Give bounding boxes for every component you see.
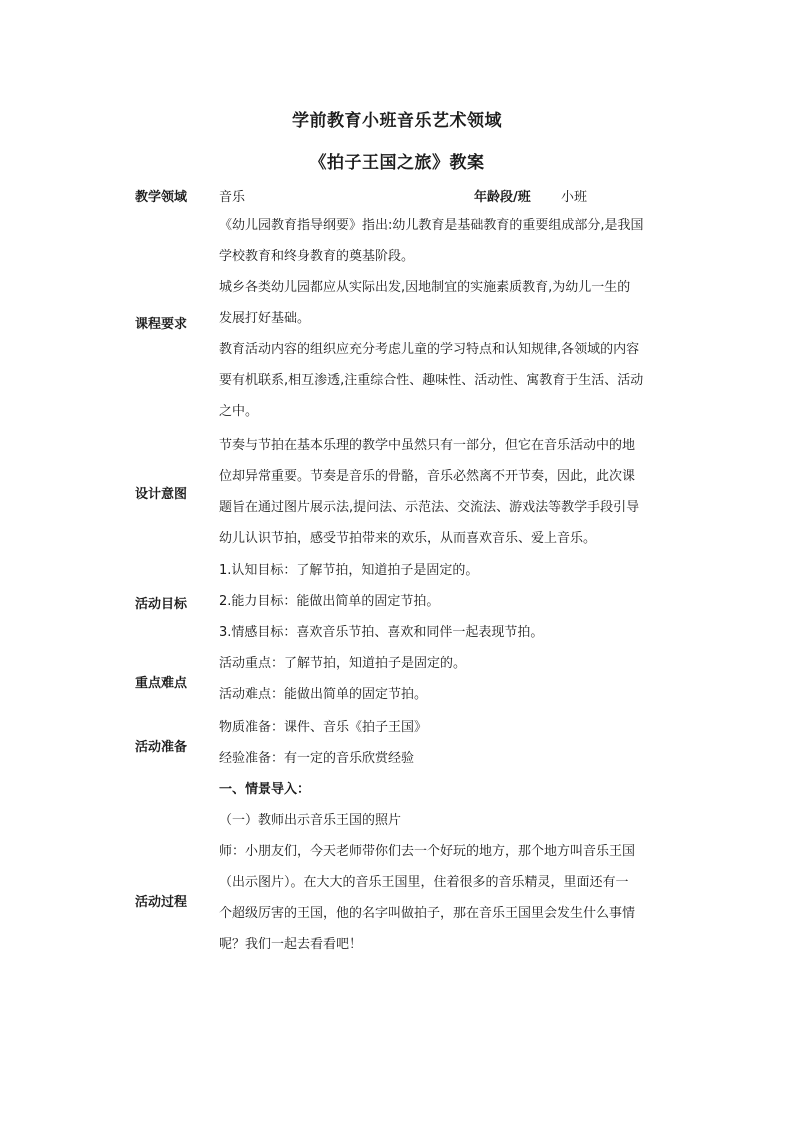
course-line: 学校教育和终身教育的奠基阶段。 xyxy=(219,249,415,264)
course-line: 之中。 xyxy=(219,404,259,419)
process-line: （一）教师出示音乐王国的照片 xyxy=(219,813,402,828)
goals-label: 活动目标 xyxy=(135,597,188,612)
course-line: 发展打好基础。 xyxy=(219,311,311,326)
design-text xyxy=(219,430,681,554)
document-subtitle: 《拍子王国之旅》教案 xyxy=(309,153,485,173)
document-title: 学前教育小班音乐艺术领域 xyxy=(292,111,502,131)
key-text xyxy=(219,648,681,710)
age-label: 年龄段/班 xyxy=(474,190,531,205)
course-text xyxy=(219,210,681,427)
process-line: 呢？我们一起去看看吧！ xyxy=(219,937,363,952)
course-line: 《幼儿园教育指导纲要》指出:幼儿教育是基础教育的重要组成部分,是我国 xyxy=(219,218,644,233)
goals-text xyxy=(219,555,681,648)
design-line: 题旨在通过图片展示法,提问法、示范法、交流法、游戏法等教学手段引导 xyxy=(219,500,640,515)
course-label: 课程要求 xyxy=(135,317,188,332)
prep-text xyxy=(219,712,681,774)
process-text xyxy=(219,774,681,960)
design-line: 位却异常重要。节奏是音乐的骨骼，音乐必然离不开节奏，因此，此次课 xyxy=(219,469,636,484)
key-line: 活动难点：能做出简单的固定节拍。 xyxy=(219,687,428,702)
process-line: （出示图片）。在大大的音乐王国里，住着很多的音乐精灵，里面还有一 xyxy=(219,875,629,890)
process-line: 个超级厉害的王国，他的名字叫做拍子，那在音乐王国里会发生什么事情 xyxy=(219,906,636,921)
process-label: 活动过程 xyxy=(135,895,188,910)
key-line: 活动重点：了解节拍，知道拍子是固定的。 xyxy=(219,656,467,671)
age-value: 小班 xyxy=(561,190,588,205)
course-line: 城乡各类幼儿园都应从实际出发,因地制宜的实施素质教育,为幼儿一生的 xyxy=(219,280,631,295)
process-heading: 一、情景导入： xyxy=(219,782,311,797)
design-line: 节奏与节拍在基本乐理的教学中虽然只有一部分，但它在音乐活动中的地 xyxy=(219,438,636,453)
prep-label: 活动准备 xyxy=(135,740,188,755)
prep-line: 物质准备：课件、音乐《拍子王国》 xyxy=(219,720,428,735)
prep-line: 经验准备：有一定的音乐欣赏经验 xyxy=(219,751,415,766)
course-line: 教育活动内容的组织应充分考虑儿童的学习特点和认知规律,各领域的内容 xyxy=(219,342,640,357)
key-label: 重点难点 xyxy=(135,676,188,691)
domain-value: 音乐 xyxy=(219,190,246,205)
course-line: 要有机联系,相互渗透,注重综合性、趣味性、活动性、寓教育于生活、活动 xyxy=(219,373,644,388)
design-label: 设计意图 xyxy=(135,487,188,502)
goal-line: 1.认知目标：了解节拍，知道拍子是固定的。 xyxy=(219,563,479,578)
design-line: 幼儿认识节拍，感受节拍带来的欢乐，从而喜欢音乐、爱上音乐。 xyxy=(219,531,597,546)
process-line: 师：小朋友们，今天老师带你们去一个好玩的地方，那个地方叫音乐王国 xyxy=(219,844,636,859)
goal-line: 2.能力目标：能做出简单的固定节拍。 xyxy=(219,594,440,609)
domain-label: 教学领域 xyxy=(135,190,188,205)
goal-line: 3.情感目标：喜欢音乐节拍、喜欢和同伴一起表现节拍。 xyxy=(219,625,544,640)
